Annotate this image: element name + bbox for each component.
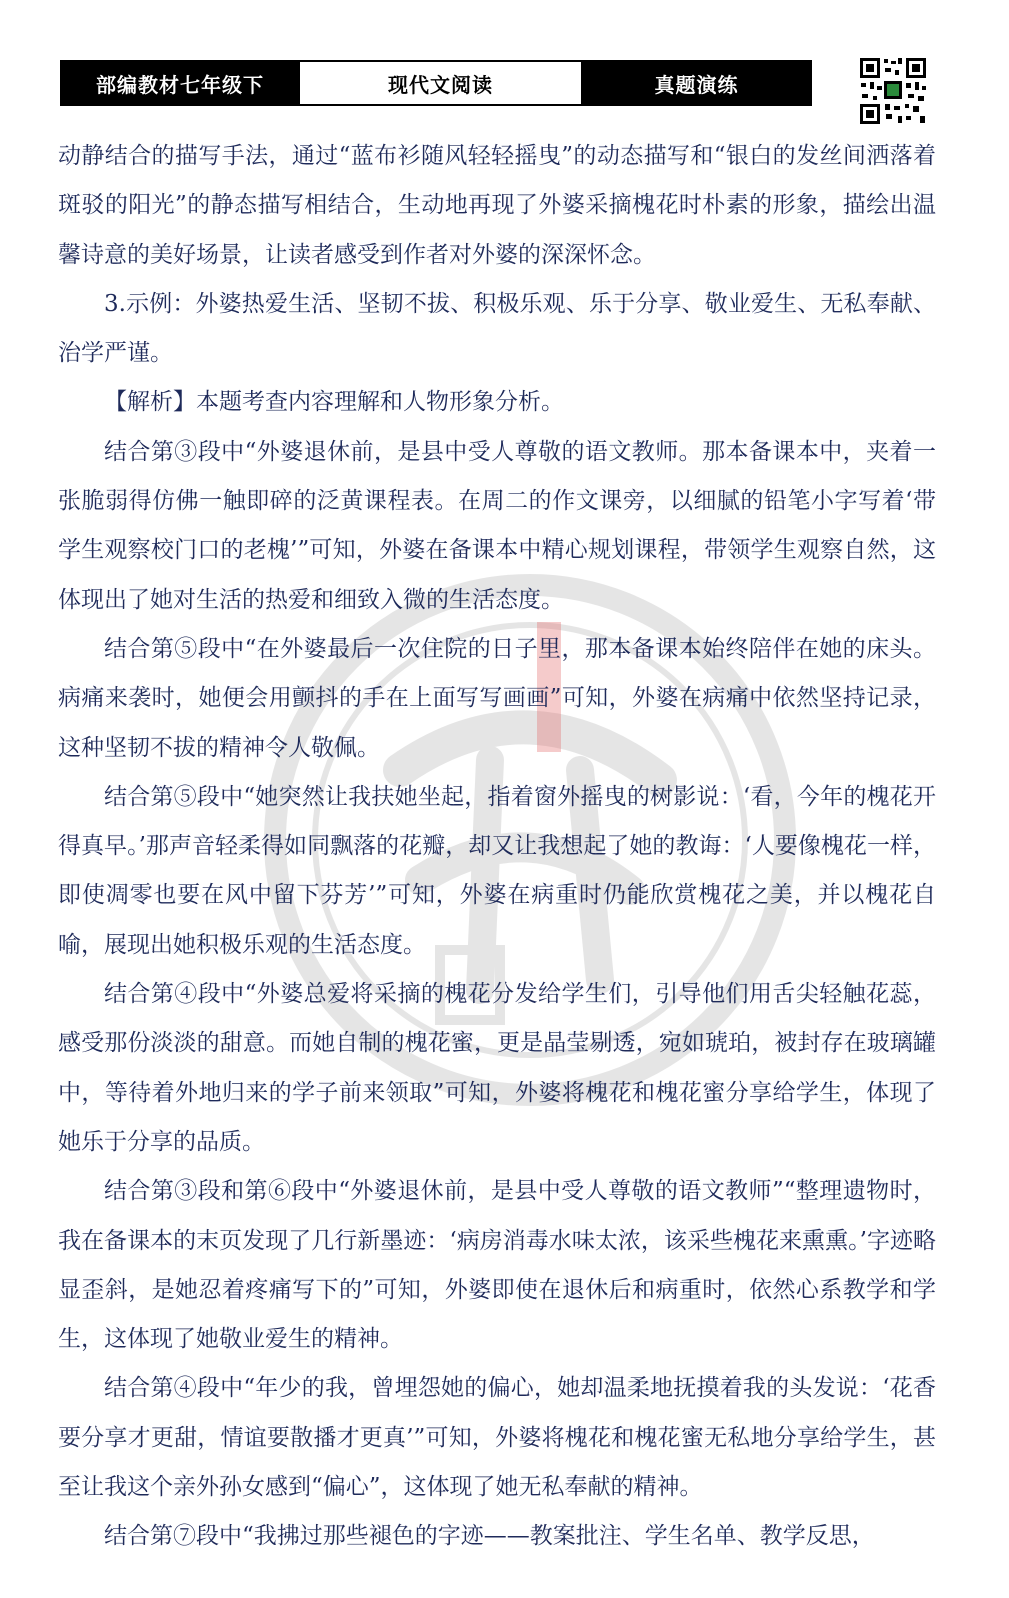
paragraph: 结合第⑤段中“她突然让我扶她坐起，指着窗外摇曳的树影说：‘看，今年的槐花开得真早。’那声音轻柔得如同飘落的花瓣，却又让我想起了她的教诲：‘人要像槐花一样，即使凋零也要在风中留下芬芳’”可知，外婆在病重时仍能欣赏槐花之美，并以槐花自喻，展现出她积极乐观的生活态度。	[58, 783, 936, 958]
paragraph: 结合第④段中“年少的我，曾埋怨她的偏心，她却温柔地抚摸着我的头发说：‘花香要分享才更甜，情谊要散播才更真’”可知，外婆将槐花和槐花蜜无私地分享给学生，甚至让我这个亲外孙女感到“偏心”，这体现了她无私奉献的精神。	[58, 1375, 936, 1501]
paragraph: 结合第③段中“外婆退休前，是县中受人尊敬的语文教师。那本备课本中，夹着一张脆弱得仿佛一触即碎的泛黄课程表。在周二的作文课旁，以细腻的铅笔小字写着‘带学生观察校门口的老槐’”可知，外婆在备课本中精心规划课程，带领学生观察自然，这体现出了她对生活的热爱和细致入微的生活态度。	[58, 438, 936, 613]
header-practice-label: 真题演练	[583, 62, 810, 104]
header-section-title: 现代文阅读	[298, 62, 583, 104]
answer-content	[58, 132, 936, 1562]
answer-3-paragraph: 3.示例：外婆热爱生活、坚韧不拔、积极乐观、乐于分享、敬业爱生、无私奉献、治学严谨。	[58, 290, 936, 367]
header-grade-label: 部编教材七年级下	[62, 62, 298, 104]
qr-code-icon	[858, 56, 928, 126]
paragraph: 结合第⑦段中“我拂过那些褪色的字迹——教案批注、学生名单、教学反思，	[104, 1523, 875, 1550]
paragraph: 动静结合的描写手法，通过“蓝布衫随风轻轻摇曳”的动态描写和“银白的发丝间洒落着斑驳的阳光”的静态描写相结合，生动地再现了外婆采摘槐花时朴素的形象，描绘出温馨诗意的美好场景，让读者感受到作者对外婆的深深怀念。	[58, 143, 936, 268]
analysis-label: 【解析】本题考查内容理解和人物形象分析。	[104, 389, 564, 416]
paragraph: 结合第④段中“外婆总爱将采摘的槐花分发给学生们，引导他们用舌尖轻触花蕊，感受那份淡淡的甜意。而她自制的槐花蜜，更是晶莹剔透，宛如琥珀，被封存在玻璃罐中，等待着外地归来的学子前来领取”可知，外婆将槐花和槐花蜜分享给学生，体现了她乐于分享的品质。	[58, 981, 936, 1155]
paragraph: 结合第③段和第⑥段中“外婆退休前，是县中受人尊敬的语文教师”“整理遗物时，我在备课本的末页发现了几行新墨迹：‘病房消毒水味太浓，该采些槐花来熏熏。’字迹略显歪斜，是她忍着疼痛写下的”可知，外婆即使在退休后和病重时，依然心系教学和学生，这体现了她敬业爱生的精神。	[58, 1178, 936, 1353]
header-bar	[60, 60, 812, 106]
paragraph: 结合第⑤段中“在外婆最后一次住院的日子里，那本备课本始终陪伴在她的床头。病痛来袭时，她便会用颤抖的手在上面写写画画”可知，外婆在病痛中依然坚持记录，这种坚韧不拔的精神令人敬佩。	[58, 635, 936, 761]
